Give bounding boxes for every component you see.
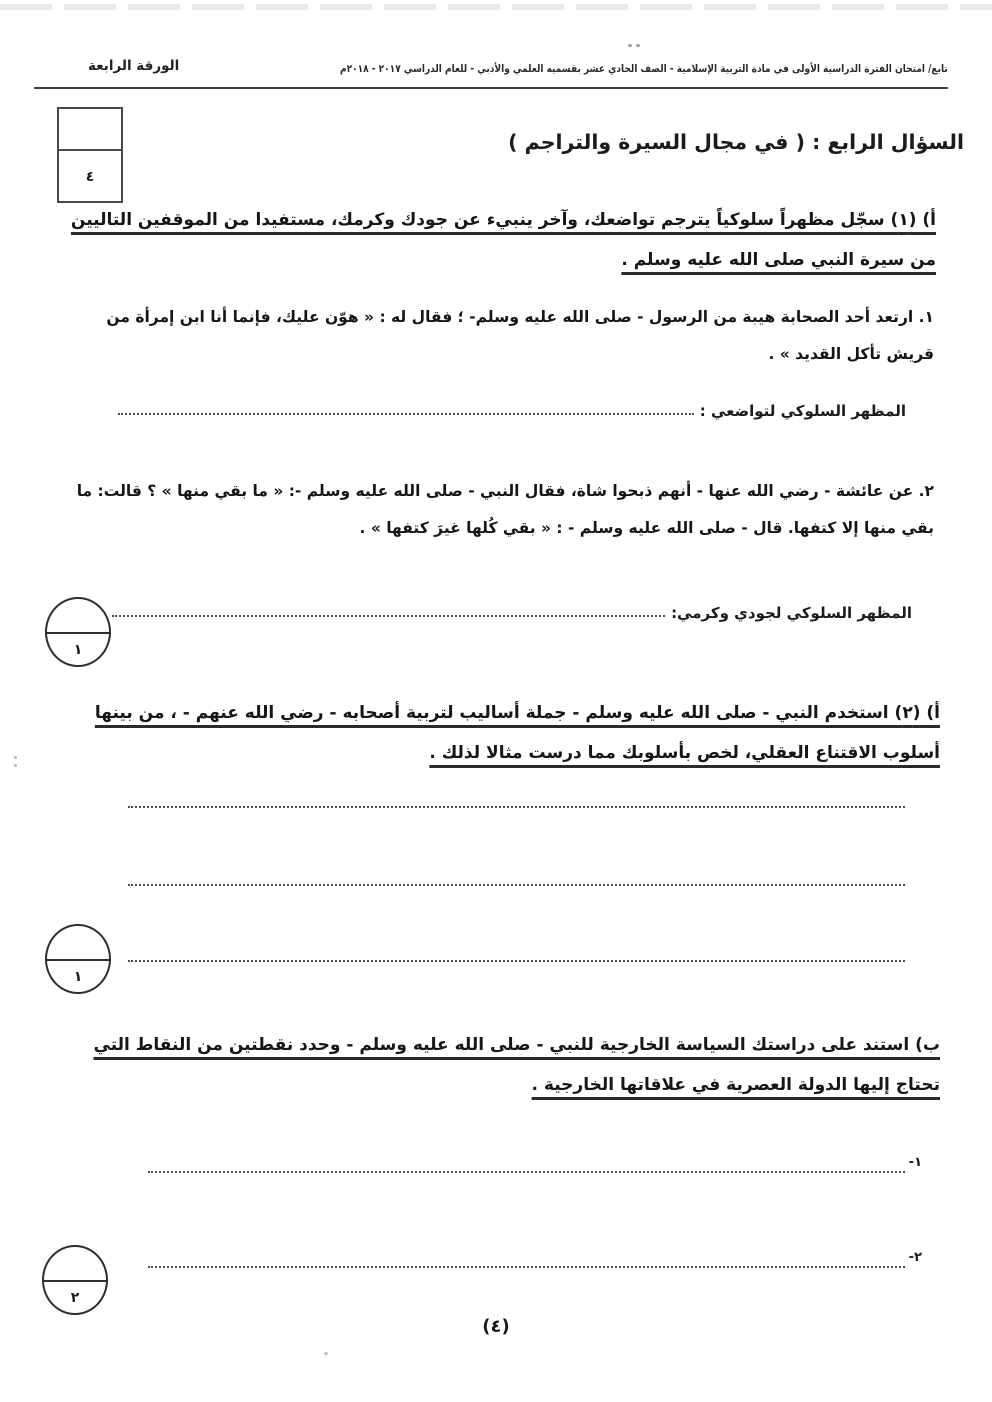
mark-circle-a1 — [45, 597, 111, 667]
mark-value-a2: ١ — [73, 969, 83, 985]
answer-row-generosity — [112, 594, 912, 622]
part-b-answer-blank-2 — [148, 1250, 905, 1268]
part-b-answer-blank-1 — [148, 1155, 905, 1173]
scan-speck — [628, 44, 632, 47]
question-title: السؤال الرابع : ( في مجال السيرة والتراجم ) — [508, 130, 964, 154]
mark-value-a1: ١ — [73, 642, 83, 658]
part-a1-prompt: أ) (١) سجّل مظهراً سلوكياً يترجم تواضعك، وآخر ينبيء عن جودك وكرمك، مستفيدا من الموقفين التاليين من سيرة النبي صلى الله عليه وسلم . — [70, 210, 936, 270]
score-box-total: ٤ — [85, 169, 95, 186]
mark-value-b: ٢ — [70, 1290, 80, 1306]
answer-label-humility: المظهر السلوكي لتواضعي : — [699, 402, 906, 420]
answer-blank-humility — [118, 397, 694, 415]
part-b-item-1-number: -١ — [908, 1155, 922, 1170]
page-number: (٤) — [482, 1316, 510, 1337]
mark-circle-b — [42, 1245, 108, 1315]
answer-blank-line-3 — [128, 960, 905, 962]
part-a1-situation-2: ٢. عن عائشة - رضي الله عنها - أنهم ذبحوا شاة، فقال النبي - صلى الله عليه وسلم -: « ما بقي منها » ؟ قالت: ما بقي منها إلا كتفها. قال - صلى الله عليه وسلم - : « بقي كُلها غيرَ كتفها » . — [76, 482, 934, 537]
scan-speck — [14, 756, 17, 759]
answer-blank-line-2 — [128, 884, 905, 886]
part-a1-situation-1: ١. ارتعد أحد الصحابة هيبة من الرسول - صلى الله عليه وسلم- ؛ فقال له : « هوّن عليك، فإنما أنا ابن إمرأة من قريش تأكل القديد » . — [106, 308, 934, 363]
header-paper-label: الورقة الرابعة — [88, 58, 180, 74]
header-exam-info: تابع/ امتحان الفترة الدراسية الأولى في مادة التربية الإسلامية - الصف الحادي عشر بقسميه العلمي والأدبي - للعام الدراسي ٢٠١٧ - ٢٠١٨م — [340, 63, 949, 75]
mark-circle-a2 — [45, 924, 111, 994]
score-box-earned-cell — [59, 109, 121, 151]
score-box — [57, 107, 123, 203]
answer-blank-line-1 — [128, 806, 905, 808]
part-b-item-2-number: -٢ — [908, 1250, 922, 1265]
scan-edge-artifact — [0, 4, 992, 10]
scan-speck — [324, 1352, 328, 1355]
answer-label-generosity: المظهر السلوكي لجودي وكرمي: — [671, 604, 912, 622]
answer-row-humility — [118, 392, 906, 420]
part-b-answer-row-1 — [148, 1150, 922, 1174]
answer-blank-generosity — [112, 599, 665, 617]
part-b-prompt: ب) استند على دراستك السياسة الخارجية للنبي - صلى الله عليه وسلم - وحدد نقطتين من النقاط التي تحتاج إليها الدولة العصرية في علاقاتها الخارجية . — [93, 1035, 940, 1095]
part-a2-prompt: أ) (٢) استخدم النبي - صلى الله عليه وسلم - جملة أساليب لتربية أصحابه - رضي الله عنهم - ، من بينها أسلوب الاقتناع العقلي، لخص بأسلوبك مما درست مثالا لذلك . — [94, 703, 940, 763]
header-rule — [34, 87, 948, 89]
part-b-answer-row-2 — [148, 1245, 922, 1269]
